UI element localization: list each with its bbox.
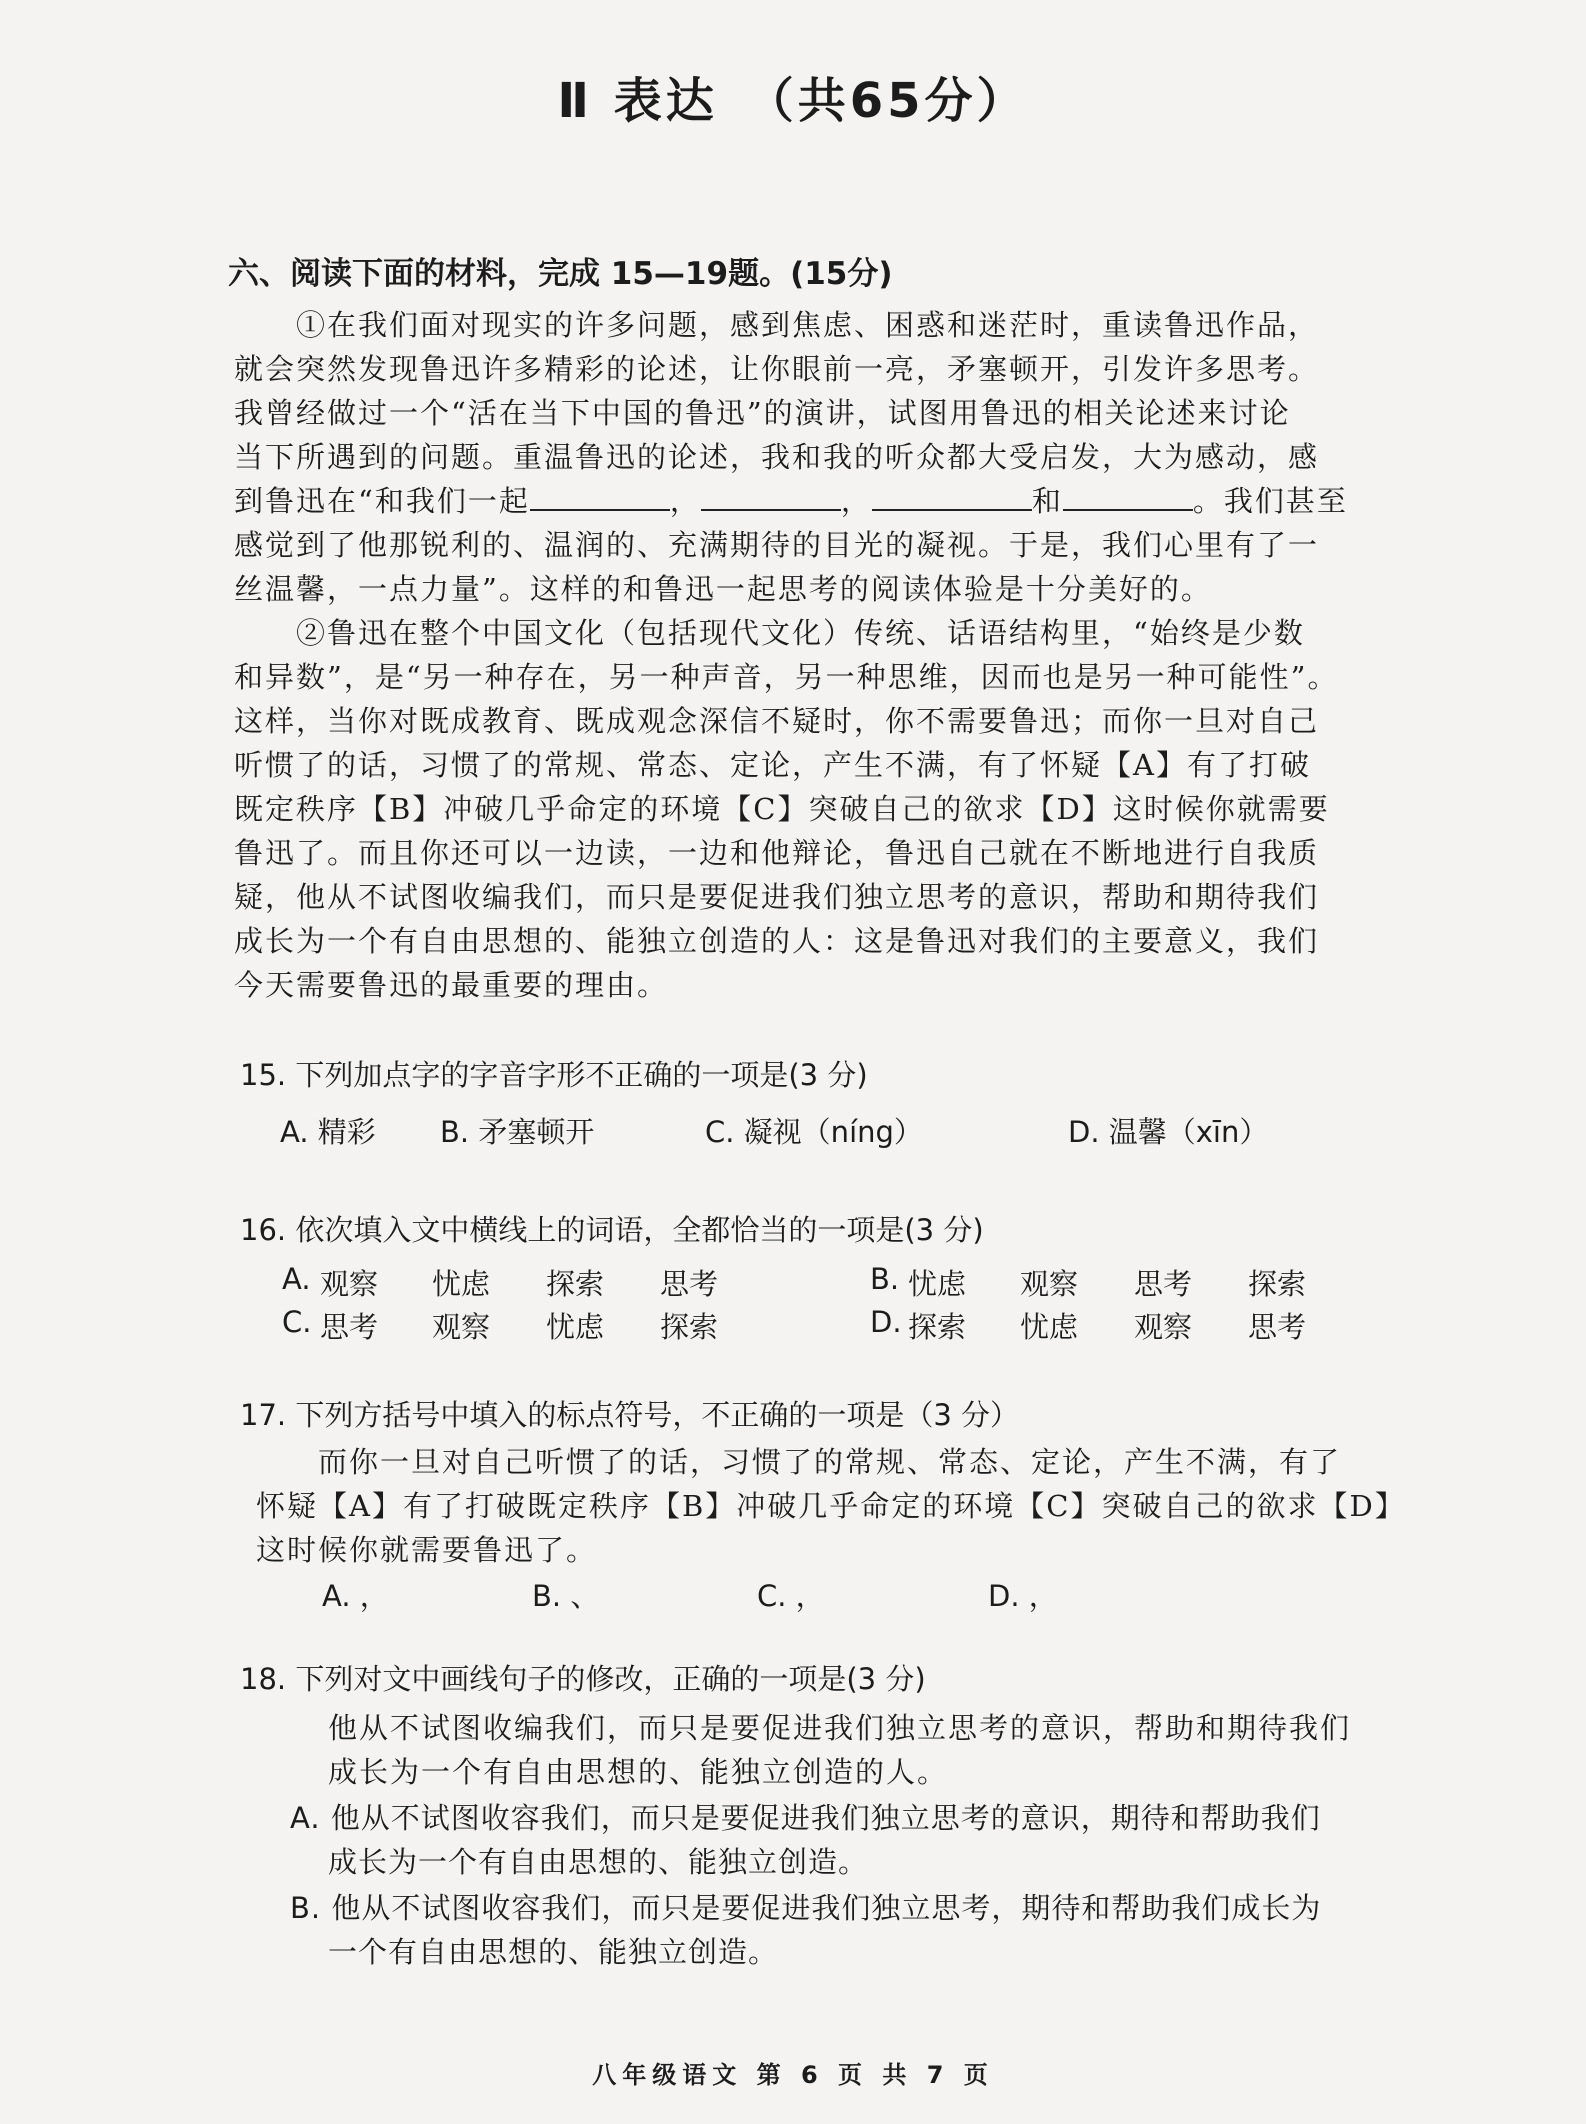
question-18-stem: 18. 下列对文中画线句子的修改，正确的一项是(3 分) xyxy=(240,1662,926,1696)
quote-line: 这时候你就需要鲁迅了。 xyxy=(256,1533,598,1567)
q16-option-word: 忧虑 xyxy=(546,1310,605,1344)
option-line: B. 他从不试图收容我们，而只是要促进我们独立思考，期待和帮助我们成长为 xyxy=(290,1891,1322,1925)
q16-option-word: 探索 xyxy=(660,1310,719,1344)
question-16-stem: 16. 依次填入文中横线上的词语，全都恰当的一项是(3 分) xyxy=(240,1213,984,1247)
q17-quoted-text xyxy=(256,1440,1406,1572)
passage-line: 鲁迅了。而且你还可以一边读，一边和他辩论，鲁迅自己就在不断地进行自我质 xyxy=(234,836,1320,870)
question-15-stem: 15. 下列加点字的字音字形不正确的一项是(3 分) xyxy=(240,1058,868,1092)
quote-line: 他从不试图收编我们，而只是要促进我们独立思考的意识，帮助和期待我们 xyxy=(328,1711,1352,1745)
section-title: Ⅱ 表达 （共65分） xyxy=(557,73,1029,129)
q16-option-word: 探索 xyxy=(1248,1267,1307,1301)
passage-line: 听惯了的话，习惯了的常规、常态、定论，产生不满，有了怀疑【A】有了打破 xyxy=(234,748,1311,782)
q15-option-c: C. 凝视（níng） xyxy=(705,1115,923,1149)
passage-line: 疑，他从不试图收编我们，而只是要促进我们独立思考的意识，帮助和期待我们 xyxy=(234,880,1320,914)
q16-option-word: 观察 xyxy=(1134,1310,1193,1344)
fill-blank-4 xyxy=(1063,479,1193,511)
passage-line: 和异数”，是“另一种存在，另一种声音，另一种思维，因而也是另一种可能性”。 xyxy=(234,660,1339,694)
q16-option-word: 忧虑 xyxy=(1020,1310,1079,1344)
q16-option-word: 探索 xyxy=(546,1267,605,1301)
quote-line: 怀疑【A】有了打破既定秩序【B】冲破几乎命定的环境【C】突破自己的欲求【D】 xyxy=(256,1489,1406,1523)
q15-option-b: B. 矛塞顿开 xyxy=(440,1115,595,1149)
q16-option-word: 观察 xyxy=(320,1267,379,1301)
q18-option-a xyxy=(290,1796,1400,1884)
q15-option-a: A. 精彩 xyxy=(280,1115,376,1149)
q18-quoted-text xyxy=(328,1706,1468,1794)
q16-option-word: 观察 xyxy=(432,1310,491,1344)
section-heading: 六、阅读下面的材料，完成 15—19题。(15分) xyxy=(228,256,893,292)
blank-separator: ， xyxy=(840,484,872,518)
q16-option-label: A. xyxy=(282,1262,311,1296)
passage-line: 这样，当你对既成教育、既成观念深信不疑时，你不需要鲁迅；而你一旦对自己 xyxy=(234,704,1320,738)
q15-option-d: D. 温馨（xīn） xyxy=(1068,1115,1269,1149)
option-line: A. 他从不试图收容我们，而只是要促进我们独立思考的意识，期待和帮助我们 xyxy=(290,1801,1321,1835)
passage-line: 成长为一个有自由思想的、能独立创造的人：这是鲁迅对我们的主要意义，我们 xyxy=(234,924,1320,958)
reading-passage xyxy=(234,303,1394,1007)
q16-option-word: 忧虑 xyxy=(908,1267,967,1301)
q16-option-word: 忧虑 xyxy=(432,1267,491,1301)
q17-option-a: A. ， xyxy=(322,1579,389,1613)
blank-separator: 和 xyxy=(1031,484,1063,518)
q16-option-word: 观察 xyxy=(1020,1267,1079,1301)
q16-option-word: 思考 xyxy=(1134,1267,1193,1301)
q16-option-label: C. xyxy=(282,1305,312,1339)
passage-line: 我曾经做过一个“活在当下中国的鲁迅”的演讲，试图用鲁迅的相关论述来讨论 xyxy=(234,396,1291,430)
q17-option-c: C. ， xyxy=(757,1579,825,1613)
blank-separator: ， xyxy=(669,484,701,518)
passage-line: 今天需要鲁迅的最重要的理由。 xyxy=(234,968,669,1002)
question-17-stem: 17. 下列方括号中填入的标点符号，不正确的一项是（3 分） xyxy=(240,1398,1020,1432)
q16-option-word: 思考 xyxy=(320,1310,379,1344)
passage-line: 感觉到了他那锐利的、温润的、充满期待的目光的凝视。于是，我们心里有了一 xyxy=(234,528,1320,562)
fill-blank-2 xyxy=(701,479,841,511)
q17-option-d: D. ， xyxy=(988,1579,1058,1613)
q17-option-b: B. 、 xyxy=(532,1579,600,1613)
quote-line: 成长为一个有自由思想的、能独立创造的人。 xyxy=(328,1755,949,1789)
q16-option-word: 思考 xyxy=(660,1267,719,1301)
passage-line-with-blanks xyxy=(234,479,1394,523)
passage-line: 既定秩序【B】冲破几乎命定的环境【C】突破自己的欲求【D】这时候你就需要 xyxy=(234,792,1330,826)
quote-line: 而你一旦对自己听惯了的话，习惯了的常规、常态、定论，产生不满，有了 xyxy=(318,1445,1342,1479)
page-footer: 八年级语文 第 6 页 共 7 页 xyxy=(592,2061,994,2089)
q18-option-b xyxy=(290,1886,1400,1974)
fill-blank-3 xyxy=(872,479,1032,511)
option-line: 一个有自由思想的、能独立创造。 xyxy=(328,1935,779,1969)
q16-option-label: B. xyxy=(870,1262,900,1296)
passage-line: 当下所遇到的问题。重温鲁迅的论述，我和我的听众都大受启发，大为感动，感 xyxy=(234,440,1320,474)
q16-option-label: D. xyxy=(870,1305,902,1339)
q16-option-word: 探索 xyxy=(908,1310,967,1344)
passage-line: 丝温馨，一点力量”。这样的和鲁迅一起思考的阅读体验是十分美好的。 xyxy=(234,572,1212,606)
passage-line: ①在我们面对现实的许多问题，感到焦虑、困惑和迷茫时，重读鲁迅作品， xyxy=(296,308,1320,342)
passage-line: ②鲁迅在整个中国文化（包括现代文化）传统、话语结构里，“始终是少数 xyxy=(296,616,1305,650)
fill-blank-1 xyxy=(530,479,670,511)
q16-option-word: 思考 xyxy=(1248,1310,1307,1344)
passage-line: 就会突然发现鲁迅许多精彩的论述，让你眼前一亮，矛塞顿开，引发许多思考。 xyxy=(234,352,1320,386)
option-line: 成长为一个有自由思想的、能独立创造。 xyxy=(328,1845,869,1879)
blank-suffix: 。我们甚至 xyxy=(1192,484,1348,518)
blank-prefix: 到鲁迅在“和我们一起 xyxy=(234,484,530,518)
